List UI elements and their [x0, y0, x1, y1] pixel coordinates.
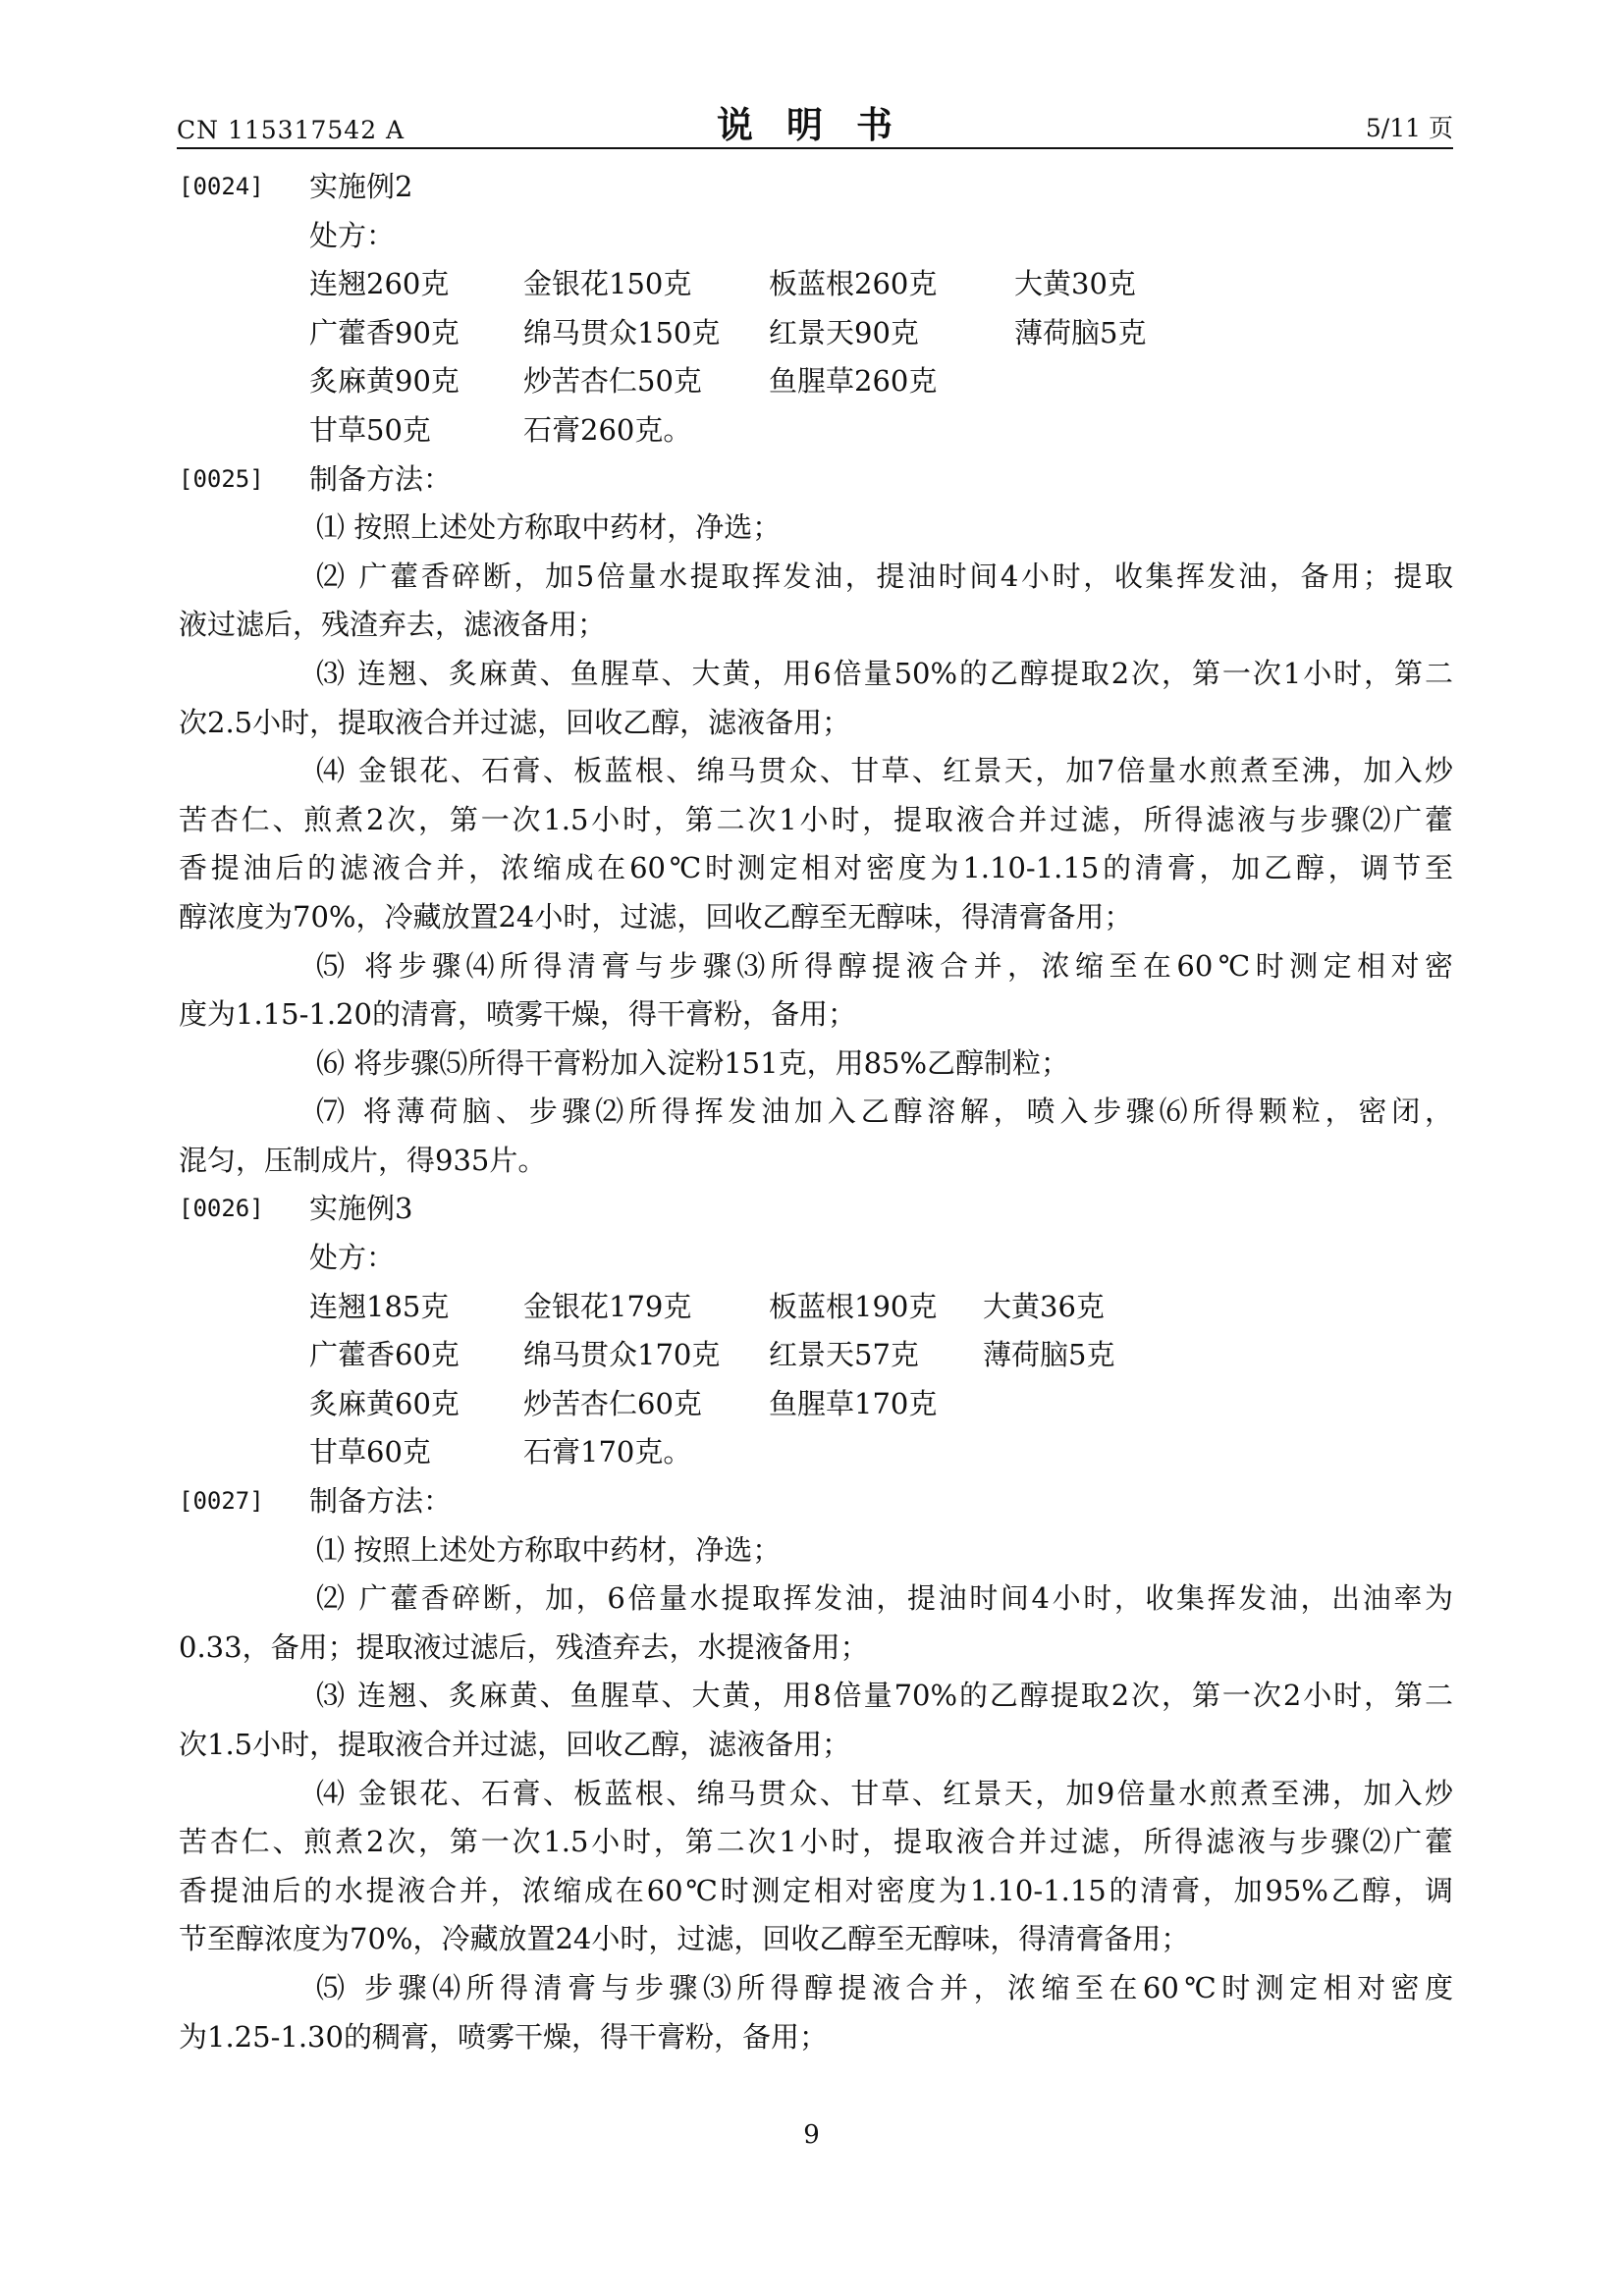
ingredient: 大黄30克 [1014, 267, 1136, 301]
ingredient: 大黄36克 [983, 1289, 1105, 1323]
ingredient: 红景天90克 [769, 315, 919, 349]
ingredient: 炙麻黄60克 [309, 1386, 460, 1420]
prescription-label: 处方： [309, 1241, 396, 1275]
prescription-row [179, 1380, 1453, 1429]
paragraph-0024-heading [179, 163, 1453, 212]
ingredient: 连翘260克 [309, 267, 450, 301]
ingredient: 绵马贯众150克 [523, 315, 721, 349]
step-4-line: ⑷ 金银花、石膏、板蓝根、绵马贯众、甘草、红景天，加7倍量水煎煮至沸，加入炒 [316, 754, 1453, 788]
step-5-line: ⑸ 将步骤⑷所得清膏与步骤⑶所得醇提液合并，浓缩至在60℃时测定相对密 [316, 948, 1453, 983]
ingredient: 广藿香90克 [309, 315, 460, 349]
prescription-row [179, 1283, 1453, 1332]
ingredient: 炒苦杏仁50克 [523, 364, 702, 399]
ingredient: 板蓝根260克 [769, 267, 938, 301]
example-title: 实施例2 [309, 170, 413, 203]
ingredient: 鱼腥草260克 [769, 364, 938, 399]
step-3-line: ⑶ 连翘、炙麻黄、鱼腥草、大黄，用6倍量50%的乙醇提取2次，第一次1小时，第二 [316, 656, 1453, 690]
step-4-line: 香提油后的滤液合并，浓缩成在60℃时测定相对密度为1.10-1.15的清膏，加乙醇，调节至 [179, 851, 1453, 885]
prescription-row [179, 260, 1453, 309]
step-7-line: 混匀，压制成片，得935片。 [179, 1143, 547, 1177]
step-2-line: 液过滤后，残渣弃去，滤液备用； [179, 608, 607, 642]
ingredient: 金银花150克 [523, 267, 692, 301]
paragraph-0025-heading [179, 455, 1453, 505]
step-4-line: ⑷ 金银花、石膏、板蓝根、绵马贯众、甘草、红景天，加9倍量水煎煮至沸，加入炒 [316, 1776, 1453, 1810]
ingredient: 红景天57克 [769, 1338, 919, 1372]
header-rule [177, 147, 1453, 149]
step-4-line: 醇浓度为70%，冷藏放置24小时，过滤，回收乙醇至无醇味，得清膏备用； [179, 899, 1133, 934]
paragraph-number: [0025] [179, 464, 264, 493]
document-number: CN 115317542 A [177, 116, 406, 144]
paragraph-0026-heading [179, 1185, 1453, 1234]
document-title: 说明书 [717, 103, 926, 146]
prescription-row [179, 1331, 1453, 1380]
prescription-row [179, 309, 1453, 358]
ingredient: 甘草60克 [309, 1435, 431, 1469]
step-3-line: ⑶ 连翘、炙麻黄、鱼腥草、大黄，用8倍量70%的乙醇提取2次，第一次2小时，第二 [316, 1679, 1453, 1713]
method-title: 制备方法： [309, 461, 453, 496]
step-4-line: 苦杏仁、煎煮2次，第一次1.5小时，第二次1小时，提取液合并过滤，所得滤液与步骤⑵广藿 [179, 802, 1453, 836]
prescription-row [179, 357, 1453, 406]
step-5-line: 为1.25-1.30的稠膏，喷雾干燥，得干膏粉，备用； [179, 2019, 828, 2054]
ingredient: 炙麻黄90克 [309, 364, 460, 399]
step-5-line: 度为1.15-1.20的清膏，喷雾干燥，得干膏粉，备用； [179, 997, 856, 1032]
step-2-line: 0.33，备用；提取液过滤后，残渣弃去，水提液备用； [179, 1629, 869, 1664]
example-title: 实施例3 [309, 1192, 413, 1226]
prescription-row [179, 406, 1453, 455]
ingredient: 石膏260克。 [523, 412, 692, 447]
page-number: 9 [803, 2120, 820, 2150]
step-4-line: 节至醇浓度为70%，冷藏放置24小时，过滤，回收乙醇至无醇味，得清膏备用； [179, 1922, 1190, 1956]
ingredient: 连翘185克 [309, 1289, 450, 1323]
ingredient: 石膏170克。 [523, 1435, 692, 1469]
ingredient: 板蓝根190克 [769, 1289, 938, 1323]
paragraph-number: [0026] [179, 1195, 264, 1223]
ingredient: 薄荷脑5克 [1014, 315, 1147, 349]
step-2-line: ⑵ 广藿香碎断，加，6倍量水提取挥发油，提油时间4小时，收集挥发油，出油率为 [316, 1581, 1453, 1616]
step-3-line: 次2.5小时，提取液合并过滤，回收乙醇，滤液备用； [179, 705, 851, 739]
step-7-line: ⑺ 将薄荷脑、步骤⑵所得挥发油加入乙醇溶解，喷入步骤⑹所得颗粒，密闭， [316, 1095, 1453, 1129]
ingredient: 金银花179克 [523, 1289, 692, 1323]
step-3-line: 次1.5小时，提取液合并过滤，回收乙醇，滤液备用； [179, 1728, 851, 1761]
paragraph-number: [0024] [179, 173, 264, 200]
step-1: ⑴ 按照上述处方称取中药材，净选； [316, 1532, 782, 1567]
step-2-line: ⑵ 广藿香碎断，加5倍量水提取挥发油，提油时间4小时，收集挥发油，备用；提取 [316, 559, 1453, 593]
page-header [177, 103, 1453, 146]
ingredient: 薄荷脑5克 [983, 1338, 1115, 1372]
paragraph-number: [0027] [179, 1487, 264, 1516]
ingredient: 绵马贯众170克 [523, 1338, 721, 1372]
document-body [179, 163, 1453, 2061]
ingredient: 鱼腥草170克 [769, 1386, 938, 1420]
prescription-row [179, 1428, 1453, 1477]
step-1: ⑴ 按照上述处方称取中药材，净选； [316, 510, 782, 545]
step-5-line: ⑸ 步骤⑷所得清膏与步骤⑶所得醇提液合并，浓缩至在60℃时测定相对密度 [316, 1970, 1453, 2004]
method-title: 制备方法： [309, 1484, 453, 1519]
step-4-line: 香提油后的水提液合并，浓缩成在60℃时测定相对密度为1.10-1.15的清膏，加95%乙醇，调 [179, 1873, 1453, 1907]
ingredient: 炒苦杏仁60克 [523, 1386, 702, 1420]
ingredient: 甘草50克 [309, 412, 431, 447]
step-4-line: 苦杏仁、煎煮2次，第一次1.5小时，第二次1小时，提取液合并过滤，所得滤液与步骤⑵广藿 [179, 1825, 1453, 1859]
step-6: ⑹ 将步骤⑸所得干膏粉加入淀粉151克，用85%乙醇制粒； [316, 1045, 1070, 1080]
ingredient: 广藿香60克 [309, 1338, 460, 1372]
page-indicator: 5/11 页 [1365, 114, 1453, 142]
paragraph-0027-heading [179, 1477, 1453, 1526]
prescription-label: 处方： [309, 218, 396, 252]
